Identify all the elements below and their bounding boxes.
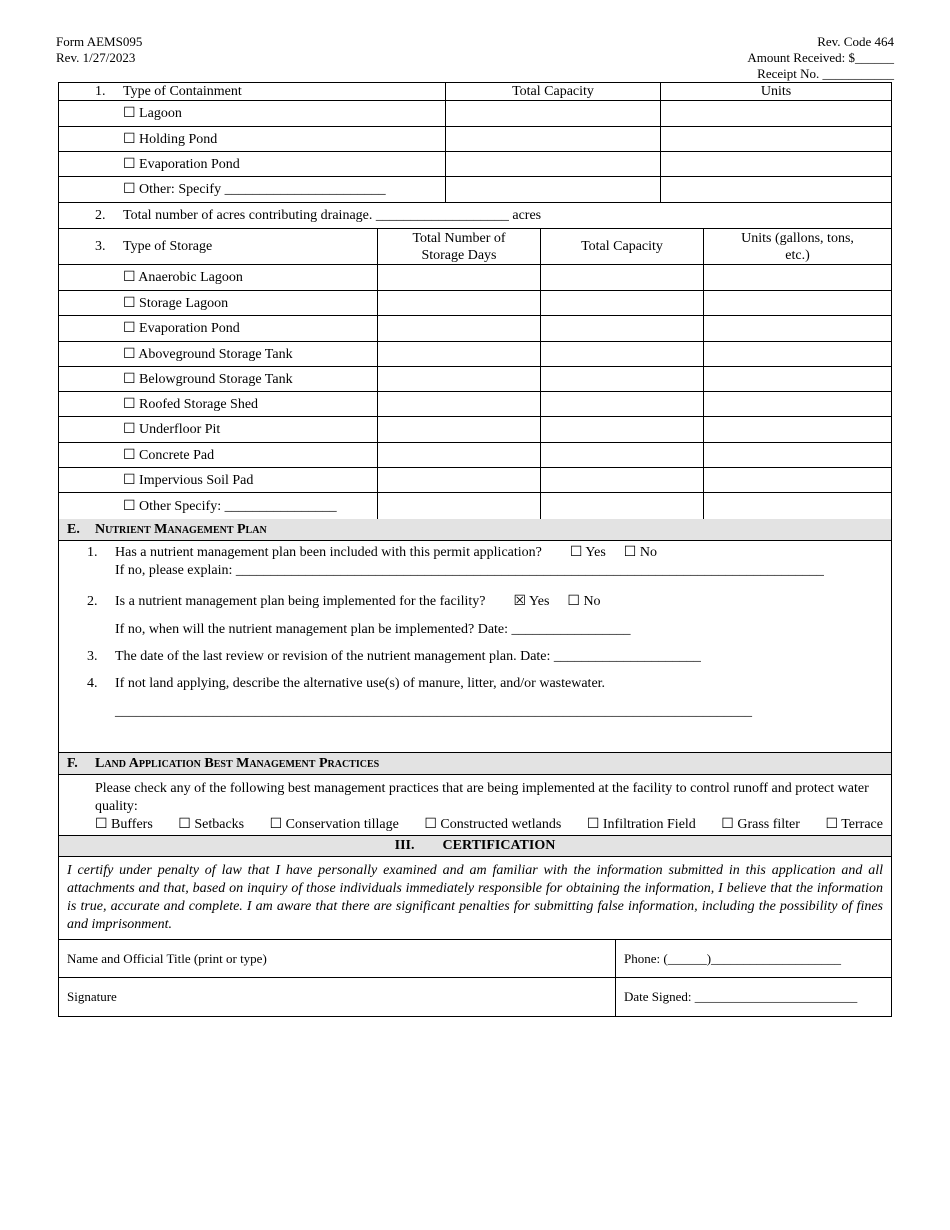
containment-header-row: 1. Type of Containment Total Capacity Units — [59, 83, 891, 101]
bmp-options — [95, 816, 883, 834]
capacity-input[interactable] — [446, 127, 661, 151]
storage-col-days: Total Number of Storage Days — [378, 229, 541, 264]
units-input[interactable] — [661, 127, 891, 151]
name-title-field[interactable]: Name and Official Title (print or type) — [59, 940, 616, 977]
storage-capacity-input[interactable] — [541, 468, 704, 492]
question-1-text: Has a nutrient management plan been included with this permit application? — [115, 545, 542, 560]
question-2-followup-text[interactable]: If no, when will the nutrient management plan be implemented? Date: _________________ — [115, 622, 631, 637]
storage-days-input[interactable] — [378, 265, 541, 290]
containment-option-lagoon[interactable]: ☐ Lagoon — [123, 106, 182, 121]
storage-units-input[interactable] — [704, 367, 891, 391]
storage-capacity-input[interactable] — [541, 342, 704, 366]
capacity-input[interactable] — [446, 177, 661, 202]
question-4-text: If not land applying, describe the alternative use(s) of manure, litter, and/or wastewater. — [115, 676, 606, 691]
storage-units-input[interactable] — [704, 291, 891, 315]
storage-units-input[interactable] — [704, 493, 891, 519]
question-4: 4. If not land applying, describe the alternative use(s) of manure, litter, and/or wastewater. — [59, 675, 891, 693]
storage-units-input[interactable] — [704, 265, 891, 290]
storage-days-input[interactable] — [378, 367, 541, 391]
question-4-answer-line — [59, 703, 891, 721]
storage-row — [59, 468, 891, 493]
section-f-letter: F. — [67, 755, 78, 771]
containment-option-holding-pond[interactable]: ☐ Holding Pond — [123, 131, 218, 147]
containment-col-units: Units — [760, 83, 792, 99]
storage-units-input[interactable] — [704, 468, 891, 492]
signature-field[interactable]: Signature — [59, 978, 616, 1016]
date-signed-field[interactable]: Date Signed: _________________________ — [624, 989, 858, 1004]
bmp-option-checkbox[interactable]: ☐ Conservation tillage — [269, 817, 399, 832]
storage-option[interactable]: ☐ Concrete Pad — [123, 447, 215, 463]
storage-row — [59, 417, 891, 443]
question-3-text[interactable]: The date of the last review or revision of the nutrient management plan. Date: _____________________ — [115, 649, 701, 664]
bmp-option-checkbox[interactable]: ☐ Grass filter — [721, 817, 800, 832]
section-e-letter: E. — [67, 521, 80, 537]
question-1: 1. Has a nutrient management plan been included with this permit application? ☐ Yes ☐ No If no, please explain: ____________________________________________________________________________________ — [87, 545, 824, 578]
containment-row — [59, 177, 891, 203]
containment-col-capacity: Total Capacity — [446, 83, 661, 100]
containment-option-evaporation-pond[interactable]: ☐ Evaporation Pond — [123, 156, 240, 172]
form-header-right — [747, 34, 894, 82]
drainage-row: 2. Total number of acres contributing drainage. ___________________ acres — [59, 203, 891, 229]
bmp-option-checkbox[interactable]: ☐ Terrace — [825, 817, 883, 832]
receipt-no[interactable]: Receipt No. ___________ — [757, 66, 894, 81]
question-1-yes-checkbox[interactable]: ☐ Yes — [569, 545, 606, 560]
containment-option-other[interactable]: ☐ Other: Specify _______________________ — [123, 182, 386, 197]
storage-header-row: 3. Type of Storage Total Number of Storage Days Total Capacity Units (gallons, tons, etc.) — [59, 229, 891, 265]
storage-rows — [59, 265, 891, 519]
bmp-option-checkbox[interactable]: ☐ Setbacks — [178, 817, 245, 832]
storage-capacity-input[interactable] — [541, 316, 704, 341]
form-frame — [58, 82, 892, 1017]
storage-capacity-input[interactable] — [541, 392, 704, 416]
certification-text: I certify under penalty of law that I have personally examined and am familiar with the information submitted in this application and all attachments and that, based on inquiry of those individuals immediately responsible for obtaining the information, I believe that the information is true, accurate and complete. I am aware that there are significant penalties for submitting false information, including the possibility of fines and imprisonment. — [59, 857, 891, 940]
storage-row — [59, 291, 891, 316]
storage-days-input[interactable] — [378, 392, 541, 416]
question-3: 3. The date of the last review or revision of the nutrient management plan. Date: _____________________ — [59, 648, 891, 666]
storage-days-input[interactable] — [378, 417, 541, 442]
bmp-option-checkbox[interactable]: ☐ Buffers — [95, 817, 153, 832]
storage-capacity-input[interactable] — [541, 493, 704, 519]
storage-row — [59, 493, 891, 519]
capacity-input[interactable] — [446, 152, 661, 176]
section-f-header — [59, 753, 891, 775]
storage-option[interactable]: ☐ Anaerobic Lagoon — [123, 270, 243, 285]
storage-days-input[interactable] — [378, 291, 541, 315]
section-e-title: Nutrient Management Plan — [95, 521, 267, 537]
bmp-option-checkbox[interactable]: ☐ Constructed wetlands — [424, 817, 562, 832]
storage-option[interactable]: ☐ Impervious Soil Pad — [123, 472, 254, 488]
question-2-text: Is a nutrient management plan being implemented for the facility? — [115, 594, 486, 609]
units-input[interactable] — [661, 177, 891, 202]
signature-date-row — [59, 978, 891, 1016]
storage-days-input[interactable] — [378, 316, 541, 341]
units-input[interactable] — [661, 152, 891, 176]
storage-units-input[interactable] — [704, 316, 891, 341]
form-code: Form AEMS095 — [56, 34, 143, 49]
storage-capacity-input[interactable] — [541, 291, 704, 315]
question-4-line[interactable]: ___________________________________________________________________________________________ — [115, 704, 752, 719]
storage-days-input[interactable] — [378, 342, 541, 366]
storage-units-input[interactable] — [704, 443, 891, 467]
storage-col-units: Units (gallons, tons, etc.) — [741, 230, 854, 263]
storage-row — [59, 392, 891, 417]
question-2: 2. Is a nutrient management plan being implemented for the facility? ☒ Yes ☐ No — [87, 594, 601, 609]
certification-heading: III. CERTIFICATION — [59, 836, 891, 857]
containment-row — [59, 152, 891, 177]
storage-units-input[interactable] — [704, 392, 891, 416]
storage-days-input[interactable] — [378, 468, 541, 492]
question-2-followup — [59, 621, 891, 639]
section-f-title: Land Application Best Management Practices — [95, 755, 380, 771]
units-input[interactable] — [661, 101, 891, 126]
question-1-no-checkbox[interactable]: ☐ No — [623, 545, 657, 560]
question-2-yes-checkbox[interactable]: ☒ Yes — [513, 594, 550, 609]
amount-received[interactable]: Amount Received: $______ — [747, 50, 894, 65]
storage-row — [59, 367, 891, 392]
form-header-left — [56, 34, 142, 66]
storage-col-capacity: Total Capacity — [541, 229, 704, 264]
containment-row — [59, 101, 891, 127]
containment-title: Type of Containment — [123, 83, 242, 99]
section-f-intro: Please check any of the following best management practices that are being implemented at the facility to control runoff and protect water quality: — [95, 781, 869, 814]
storage-days-input[interactable] — [378, 493, 541, 519]
storage-row — [59, 443, 891, 468]
storage-capacity-input[interactable] — [541, 367, 704, 391]
section-f-body — [59, 775, 891, 836]
drainage-text[interactable]: Total number of acres contributing drainage. ___________________ acres — [123, 207, 542, 223]
phone-field[interactable]: Phone: (______)____________________ — [624, 950, 842, 966]
storage-title: Type of Storage — [123, 238, 213, 254]
storage-capacity-input[interactable] — [541, 417, 704, 442]
section-e-header — [59, 519, 891, 541]
form-revision: Rev. 1/27/2023 — [56, 50, 136, 65]
name-phone-row — [59, 940, 891, 978]
capacity-input[interactable] — [446, 101, 661, 126]
storage-option[interactable]: ☐ Storage Lagoon — [123, 295, 229, 311]
storage-option[interactable]: ☐ Other Specify: ________________ — [123, 498, 337, 514]
storage-option[interactable]: ☐ Belowground Storage Tank — [123, 371, 293, 387]
storage-row — [59, 342, 891, 367]
storage-units-input[interactable] — [704, 417, 891, 442]
storage-option[interactable]: ☐ Roofed Storage Shed — [123, 396, 259, 412]
storage-option[interactable]: ☐ Underfloor Pit — [123, 422, 221, 437]
storage-capacity-input[interactable] — [541, 443, 704, 467]
question-2-no-checkbox[interactable]: ☐ No — [567, 594, 601, 609]
bmp-option-checkbox[interactable]: ☐ Infiltration Field — [586, 817, 696, 832]
containment-row — [59, 127, 891, 152]
storage-units-input[interactable] — [704, 342, 891, 366]
storage-days-input[interactable] — [378, 443, 541, 467]
rev-code: Rev. Code 464 — [817, 34, 894, 49]
storage-row — [59, 316, 891, 342]
storage-option[interactable]: ☐ Evaporation Pond — [123, 321, 240, 336]
storage-option[interactable]: ☐ Aboveground Storage Tank — [123, 346, 293, 362]
storage-capacity-input[interactable] — [541, 265, 704, 290]
question-1-explain[interactable]: If no, please explain: ____________________________________________________________________________________ — [115, 563, 824, 578]
storage-row — [59, 265, 891, 291]
section-e-body — [59, 541, 891, 753]
